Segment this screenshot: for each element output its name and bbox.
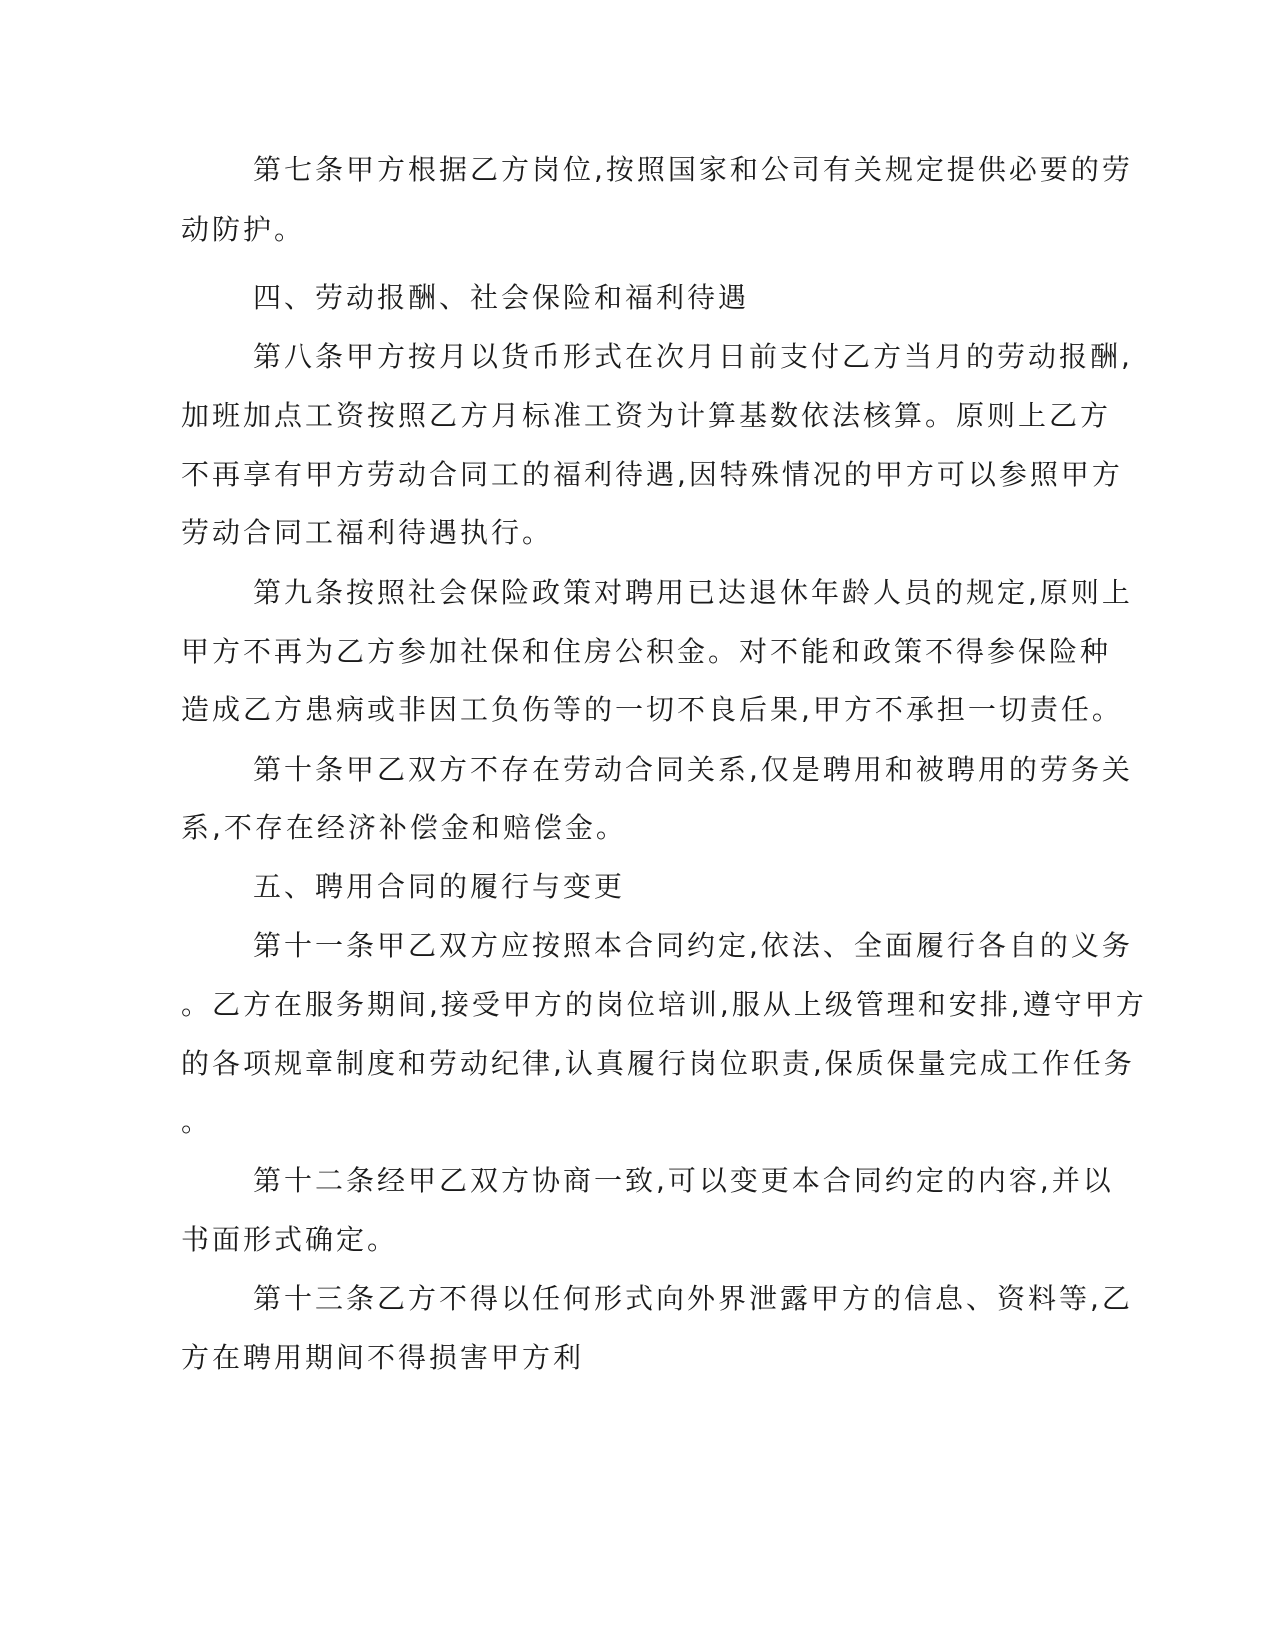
- text-line: 。: [181, 1105, 213, 1138]
- text-line: 劳动合同工福利待遇执行。: [181, 516, 554, 549]
- text-line: 方在聘用期间不得损害甲方利: [181, 1341, 585, 1374]
- text-line: 加班加点工资按照乙方月标准工资为计算基数依法核算。原则上乙方: [181, 399, 1112, 432]
- text-line: 第十三条乙方不得以任何形式向外界泄露甲方的信息、资料等,乙: [253, 1282, 1133, 1315]
- text-line: 第九条按照社会保险政策对聘用已达退休年龄人员的规定,原则上: [253, 576, 1133, 609]
- text-line: 第十二条经甲乙双方协商一致,可以变更本合同约定的内容,并以: [253, 1164, 1114, 1197]
- text-line: 造成乙方患病或非因工负伤等的一切不良后果,甲方不承担一切责任。: [181, 693, 1123, 726]
- text-line: 。乙方在服务期间,接受甲方的岗位培训,服从上级管理和安排,遵守甲方: [181, 988, 1147, 1021]
- text-line: 第十一条甲乙双方应按照本合同约定,依法、全面履行各自的义务: [253, 929, 1133, 962]
- text-line: 书面形式确定。: [181, 1223, 399, 1256]
- text-line: 甲方不再为乙方参加社保和住房公积金。对不能和政策不得参保险种: [181, 635, 1112, 668]
- section-heading: 五、聘用合同的履行与变更: [253, 870, 626, 903]
- text-line: 不再享有甲方劳动合同工的福利待遇,因特殊情况的甲方可以参照甲方: [181, 458, 1123, 491]
- section-heading: 四、劳动报酬、社会保险和福利待遇: [253, 281, 750, 314]
- text-line: 第十条甲乙双方不存在劳动合同关系,仅是聘用和被聘用的劳务关: [253, 753, 1133, 786]
- text-line: 动防护。: [181, 213, 306, 246]
- text-line: 第七条甲方根据乙方岗位,按照国家和公司有关规定提供必要的劳: [253, 153, 1133, 186]
- text-line: 系,不存在经济补偿金和赔偿金。: [181, 811, 627, 844]
- text-line: 的各项规章制度和劳动纪律,认真履行岗位职责,保质保量完成工作任务: [181, 1047, 1135, 1080]
- text-line: 第八条甲方按月以货币形式在次月日前支付乙方当月的劳动报酬,: [253, 340, 1133, 373]
